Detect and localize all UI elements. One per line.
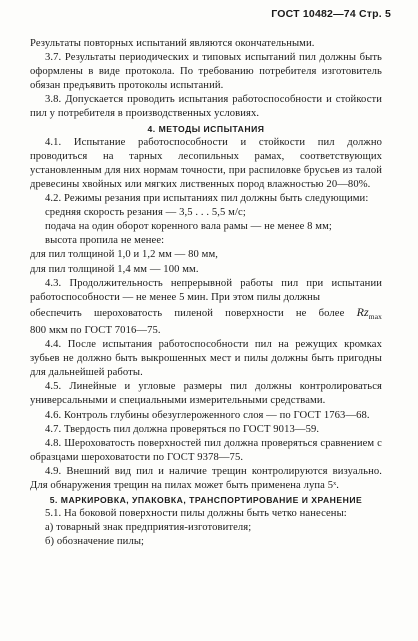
section-heading-5: 5. МАРКИРОВКА, УПАКОВКА, ТРАНСПОРТИРОВАНИЕ И ХРАНЕНИЕ bbox=[49, 495, 363, 506]
paragraph-4-1: 4.1. Испытание работоспособности и стойкости пил должно проводиться на тарных лесопильных рамах, соответствующих установленным для них нормам точности, при распиловке брусьев из талой древесины хвойных или мягких лиственных пород влажностью 20—80%. bbox=[30, 136, 382, 190]
paragraph-4-7: 4.7. Твердость пил должна проверяться по ГОСТ 9013—59. bbox=[45, 423, 320, 435]
item-trademark: а) товарный знак предприятия-изготовителя; bbox=[45, 522, 252, 534]
paragraph-4-3-line-1: 4.3. Продолжительность непрерывной работы пил при испытании работоспособности — не менее 5 мин. При этом пилы должны bbox=[30, 277, 382, 303]
thickness-1-4-line: для пил толщиной 1,4 мм — 100 мм. bbox=[30, 263, 199, 275]
max-subscript: max bbox=[368, 311, 382, 321]
document-body bbox=[30, 37, 382, 549]
rz-symbol: Rz bbox=[356, 304, 369, 319]
paragraph-5-1: 5.1. На боковой поверхности пилы должны быть четко нанесены: bbox=[45, 508, 347, 520]
paragraph-3-8: 3.8. Допускается проводить испытания работоспособности и стойкости пил у потребителя в производственных условиях. bbox=[30, 94, 382, 120]
paragraph-4-3-line-2 bbox=[30, 305, 382, 324]
thickness-1-0-line: для пил толщиной 1,0 и 1,2 мм — 80 мм, bbox=[30, 249, 219, 261]
paragraph-4-4: 4.4. После испытания работоспособности пил на режущих кромках зубьев не должно быть выкрошенных мест и пилы должны быть пригодны для дальнейшей работы. bbox=[30, 339, 382, 379]
paragraph-3-7: 3.7. Результаты периодических и типовых испытаний пил должны быть оформлены в виде протокола. По требованию потребителя изготовитель обязан предъявить протоколы испытаний. bbox=[30, 52, 382, 92]
paragraph-4-5: 4.5. Линейные и угловые размеры пил должны контролироваться универсальными и специальными измерительными средствами. bbox=[30, 381, 382, 407]
cutting-speed-line: средняя скорость резания — 3,5 . . . 5,5 м/с; bbox=[45, 207, 246, 219]
paragraph-4-6: 4.6. Контроль глубины обезуглероженного слоя — по ГОСТ 1763—68. bbox=[45, 409, 370, 421]
paragraph-4-3 bbox=[30, 277, 382, 338]
paragraph-4-2: 4.2. Режимы резания при испытаниях пил должны быть следующими: bbox=[45, 193, 369, 205]
paragraph-4-9: 4.9. Внешний вид пил и наличие трещин контролируются визуально. Для обнаружения трещин на пилах может быть применена лупа 5ˣ. bbox=[30, 465, 382, 492]
feed-line: подача на один оборот коренного вала рамы — не менее 8 мм; bbox=[45, 221, 332, 233]
item-saw-designation: б) обозначение пилы; bbox=[45, 536, 145, 548]
section-heading-4: 4. МЕТОДЫ ИСПЫТАНИЯ bbox=[147, 123, 265, 134]
paragraph-4-3-roughness-text: обеспечить шероховатость пиленой поверхности не более bbox=[30, 307, 345, 319]
paragraph-4-8: 4.8. Шероховатость поверхностей пил должна проверяться сравнением с образцами шероховатости по ГОСТ 9378—75. bbox=[30, 437, 382, 463]
page-header: ГОСТ 10482—74 Стр. 5 bbox=[271, 8, 391, 20]
paragraph-4-3-line-3: 800 мкм по ГОСТ 7016—75. bbox=[30, 324, 161, 336]
paragraph-results-final: Результаты повторных испытаний являются окончательными. bbox=[30, 38, 315, 49]
cut-height-line: высота пропила не менее: bbox=[45, 235, 165, 247]
